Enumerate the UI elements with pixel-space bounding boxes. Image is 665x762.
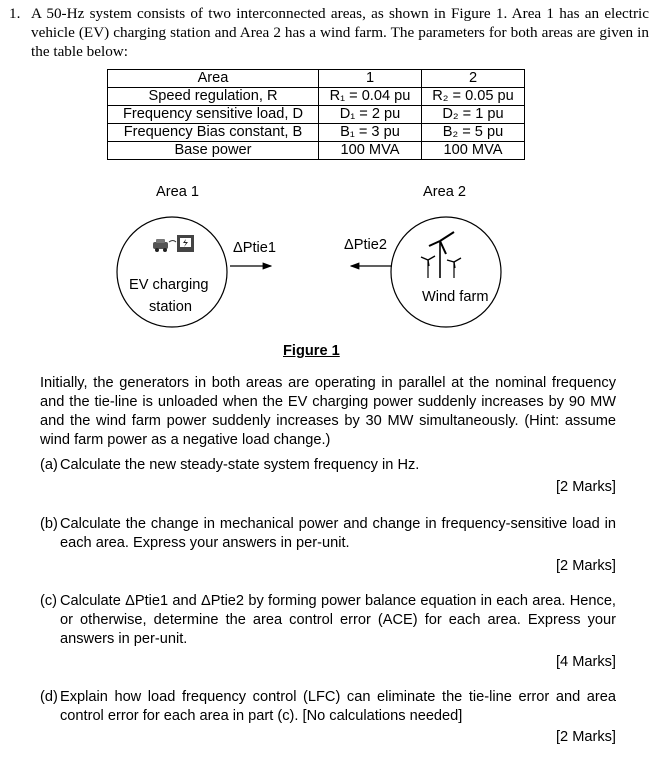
- table-row: [108, 124, 525, 142]
- part-tag: (d): [40, 689, 58, 705]
- ev-charging-icon: [153, 235, 194, 252]
- table-row: [108, 142, 525, 160]
- table-cell: D₂ = 1 pu: [422, 106, 525, 124]
- table-cell: Base power: [108, 142, 319, 160]
- part-tag: (a): [40, 457, 58, 473]
- table-row: [108, 70, 525, 88]
- table-cell: 1: [319, 70, 422, 88]
- part-tag: (b): [40, 516, 58, 532]
- area2-name: Wind farm: [422, 289, 489, 305]
- part-text: Calculate the change in mechanical power and change in frequency-sensitive load in each area. Express your answers in per-unit.: [60, 516, 616, 551]
- part-tag: (c): [40, 593, 58, 609]
- table-cell: Frequency sensitive load, D: [108, 106, 319, 124]
- ptie1-label: ΔPtie1: [233, 240, 277, 256]
- table-row: [108, 88, 525, 106]
- table-cell: B₁ = 3 pu: [319, 124, 422, 142]
- question-intro: [9, 4, 649, 61]
- figure-diagram: [0, 176, 665, 366]
- part-c-marks: [4 Marks]: [555, 654, 616, 670]
- part-text: Calculate ΔPtie1 and ΔPtie2 by forming power balance equation in each area. Hence, or otherwise, determine the area control error (ACE) for each area. Express your answers in per-unit.: [60, 593, 616, 647]
- part-a: [40, 456, 616, 475]
- part-b: [40, 515, 616, 553]
- table-cell: 100 MVA: [422, 142, 525, 160]
- figure-1: [0, 176, 665, 366]
- table-cell: R₁ = 0.04 pu: [319, 88, 422, 106]
- question-body: [40, 374, 616, 747]
- table-cell: R₂ = 0.05 pu: [422, 88, 525, 106]
- table-cell: Frequency Bias constant, B: [108, 124, 319, 142]
- question-number: 1.: [9, 5, 21, 22]
- question-intro-text: A 50-Hz system consists of two interconnected areas, as shown in Figure 1. Area 1 has an electric vehicle (EV) charging station and Area 2 has a wind farm. The parameters for both areas are given in the table below:: [31, 5, 649, 60]
- table-cell: D₁ = 2 pu: [319, 106, 422, 124]
- area1-name-line1: EV charging: [129, 277, 209, 293]
- scenario-paragraph: Initially, the generators in both areas are operating in parallel at the nominal frequency and the tie-line is unloaded when the EV charging power suddenly increases by 90 MW and the wind farm power suddenly increases by 30 MW simultaneously. (Hint: assume wind farm power as a negative load change.): [40, 375, 616, 448]
- area2-circle: [391, 217, 501, 327]
- table-cell: 2: [422, 70, 525, 88]
- area1-label: Area 1: [156, 184, 199, 200]
- figure-caption: Figure 1: [283, 343, 340, 359]
- ptie2-label: ΔPtie2: [344, 237, 388, 253]
- part-text: Calculate the new steady-state system frequency in Hz.: [60, 457, 420, 473]
- part-c: [40, 592, 616, 649]
- table-cell: 100 MVA: [319, 142, 422, 160]
- part-text: Explain how load frequency control (LFC) can eliminate the tie-line error and area control error for each area in part (c). [No calculations needed]: [60, 689, 616, 724]
- area2-label: Area 2: [423, 184, 466, 200]
- part-b-marks: [2 Marks]: [555, 558, 616, 574]
- part-d-marks: [2 Marks]: [555, 729, 616, 745]
- table-cell: Speed regulation, R: [108, 88, 319, 106]
- part-d: [40, 688, 616, 726]
- table-row: [108, 106, 525, 124]
- wind-turbine-icon: [421, 232, 461, 278]
- parameter-table: [107, 69, 525, 160]
- table-cell: Area: [108, 70, 319, 88]
- table-cell: B₂ = 5 pu: [422, 124, 525, 142]
- area1-name-line2: station: [149, 299, 192, 315]
- part-a-marks: [2 Marks]: [555, 479, 616, 495]
